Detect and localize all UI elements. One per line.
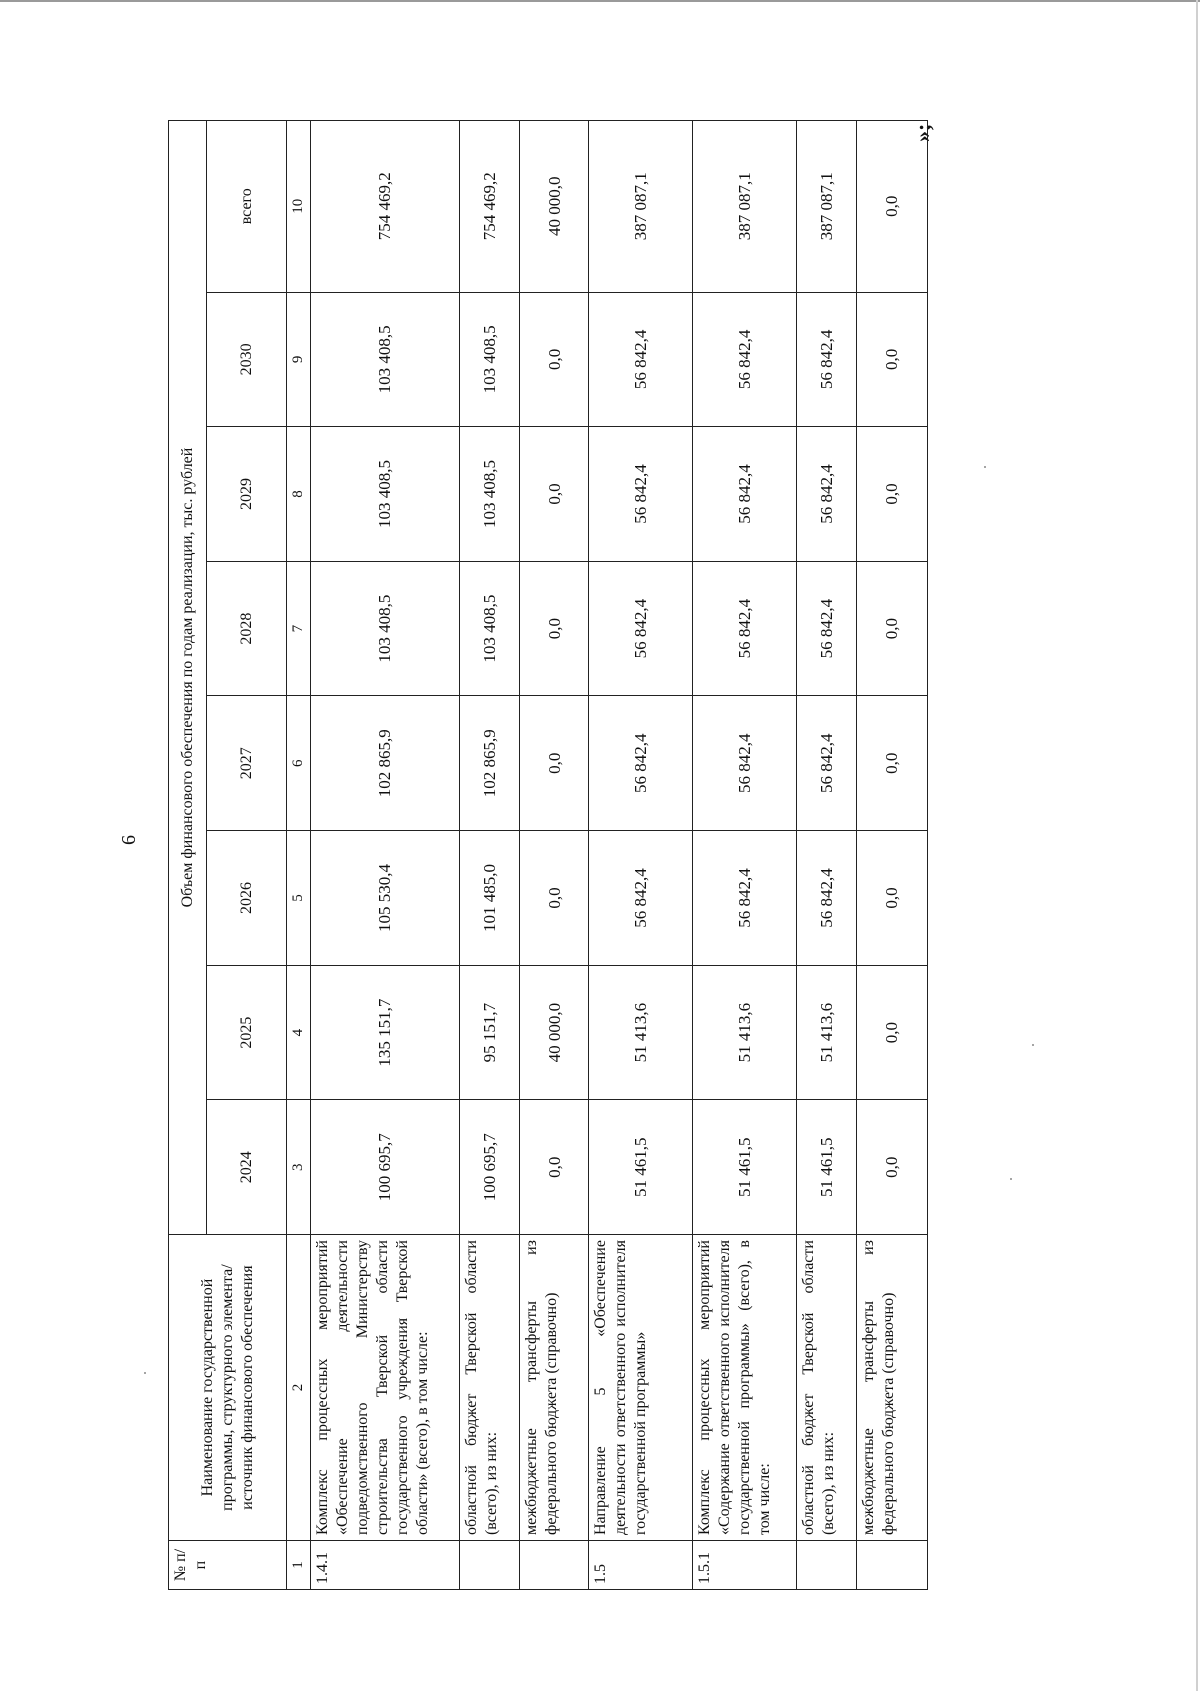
value-cell: 51 461,5 (693, 1100, 797, 1235)
row-name: межбюджетные трансферты из федерального бюджета (справочно) (856, 1235, 927, 1541)
column-number: 4 (287, 965, 311, 1100)
header-year-2028: 2028 (207, 561, 287, 696)
column-number: 7 (287, 561, 311, 696)
row-name: Комплекс процессных мероприятий «Обеспечение деятельности подведомственного Министерству строительства Тверской области государственного учреждения Тверской области» (всего), в том числе: (310, 1235, 460, 1541)
row-number (796, 1541, 856, 1590)
column-number: 9 (287, 292, 311, 427)
row-name: Комплекс процессных мероприятий «Содержание ответственного исполнителя государственной программы» (всего), в том числе: (693, 1235, 797, 1541)
value-cell: 56 842,4 (796, 831, 856, 966)
scan-speck (1010, 1178, 1012, 1180)
header-name: Наименование государственной программы, структурного элемента/источник финансового обеспечения (169, 1235, 287, 1541)
financing-table (168, 120, 928, 1590)
value-cell: 56 842,4 (796, 696, 856, 831)
table-row (693, 121, 797, 1590)
value-cell: 51 413,6 (796, 965, 856, 1100)
row-number: 1.5 (589, 1541, 693, 1590)
value-cell: 56 842,4 (589, 831, 693, 966)
value-cell: 95 151,7 (460, 965, 520, 1100)
row-name: межбюджетные трансферты из федерального бюджета (справочно) (520, 1235, 589, 1541)
table-row (520, 121, 589, 1590)
total-cell: 754 469,2 (310, 121, 460, 293)
row-number (856, 1541, 927, 1590)
header-year-2030: 2030 (207, 292, 287, 427)
value-cell: 0,0 (520, 696, 589, 831)
scan-edge-top (0, 0, 1200, 12)
scan-speck (144, 1372, 146, 1374)
row-number (460, 1541, 520, 1590)
value-cell: 56 842,4 (693, 427, 797, 562)
value-cell: 56 842,4 (796, 561, 856, 696)
table-row (856, 121, 927, 1590)
value-cell: 0,0 (856, 965, 927, 1100)
total-cell: 754 469,2 (460, 121, 520, 293)
value-cell: 103 408,5 (310, 561, 460, 696)
table-row (796, 121, 856, 1590)
value-cell: 0,0 (856, 561, 927, 696)
value-cell: 56 842,4 (589, 696, 693, 831)
value-cell: 51 413,6 (693, 965, 797, 1100)
row-number (520, 1541, 589, 1590)
row-name: Направление 5 «Обеспечение деятельности ответственного исполнителя государственной программы» (589, 1235, 693, 1541)
closing-quote-mark: »; (910, 123, 935, 142)
value-cell: 102 865,9 (460, 696, 520, 831)
row-number: 1.5.1 (693, 1541, 797, 1590)
value-cell: 101 485,0 (460, 831, 520, 966)
scan-speck (1032, 1044, 1034, 1046)
value-cell: 56 842,4 (796, 427, 856, 562)
value-cell: 103 408,5 (310, 292, 460, 427)
total-cell: 40 000,0 (520, 121, 589, 293)
value-cell: 56 842,4 (589, 561, 693, 696)
header-year-2027: 2027 (207, 696, 287, 831)
rotated-table-wrapper (168, 120, 928, 1590)
value-cell: 103 408,5 (310, 427, 460, 562)
table-row (460, 121, 520, 1590)
column-number: 6 (287, 696, 311, 831)
header-year-2029: 2029 (207, 427, 287, 562)
value-cell: 51 461,5 (796, 1100, 856, 1235)
value-cell: 103 408,5 (460, 561, 520, 696)
row-name: областной бюджет Тверской области (всего), из них: (460, 1235, 520, 1541)
value-cell: 135 151,7 (310, 965, 460, 1100)
value-cell: 105 530,4 (310, 831, 460, 966)
table-row (310, 121, 460, 1590)
value-cell: 56 842,4 (589, 427, 693, 562)
value-cell: 103 408,5 (460, 427, 520, 562)
value-cell: 0,0 (520, 292, 589, 427)
header-year-2026: 2026 (207, 831, 287, 966)
column-number: 5 (287, 831, 311, 966)
table-row (589, 121, 693, 1590)
value-cell: 0,0 (856, 831, 927, 966)
scan-speck (984, 466, 986, 468)
header-total: всего (207, 121, 287, 293)
value-cell: 51 413,6 (589, 965, 693, 1100)
column-number-row (287, 121, 311, 1590)
value-cell: 102 865,9 (310, 696, 460, 831)
value-cell: 100 695,7 (460, 1100, 520, 1235)
column-number: 3 (287, 1100, 311, 1235)
column-number: 1 (287, 1541, 311, 1590)
header-num: № п/п (169, 1541, 287, 1590)
value-cell: 56 842,4 (693, 696, 797, 831)
value-cell: 56 842,4 (693, 292, 797, 427)
value-cell: 56 842,4 (693, 831, 797, 966)
total-cell: 387 087,1 (796, 121, 856, 293)
value-cell: 56 842,4 (693, 561, 797, 696)
value-cell: 0,0 (856, 427, 927, 562)
header-volume: Объем финансового обеспечения по годам реализации, тыс. рублей (169, 121, 207, 1235)
page-number: 6 (118, 835, 140, 845)
value-cell: 103 408,5 (460, 292, 520, 427)
value-cell: 0,0 (520, 1100, 589, 1235)
value-cell: 0,0 (520, 427, 589, 562)
total-cell: 0,0 (856, 121, 927, 293)
total-cell: 387 087,1 (693, 121, 797, 293)
column-number: 10 (287, 121, 311, 293)
value-cell: 0,0 (856, 292, 927, 427)
value-cell: 0,0 (520, 561, 589, 696)
value-cell: 56 842,4 (589, 292, 693, 427)
value-cell: 51 461,5 (589, 1100, 693, 1235)
value-cell: 0,0 (520, 831, 589, 966)
value-cell: 100 695,7 (310, 1100, 460, 1235)
row-name: областной бюджет Тверской области (всего), из них: (796, 1235, 856, 1541)
column-number: 2 (287, 1235, 311, 1541)
row-number: 1.4.1 (310, 1541, 460, 1590)
value-cell: 0,0 (856, 1100, 927, 1235)
column-number: 8 (287, 427, 311, 562)
header-year-2024: 2024 (207, 1100, 287, 1235)
value-cell: 0,0 (856, 696, 927, 831)
scan-edge-right (1196, 0, 1198, 1691)
header-year-2025: 2025 (207, 965, 287, 1100)
value-cell: 56 842,4 (796, 292, 856, 427)
value-cell: 40 000,0 (520, 965, 589, 1100)
total-cell: 387 087,1 (589, 121, 693, 293)
